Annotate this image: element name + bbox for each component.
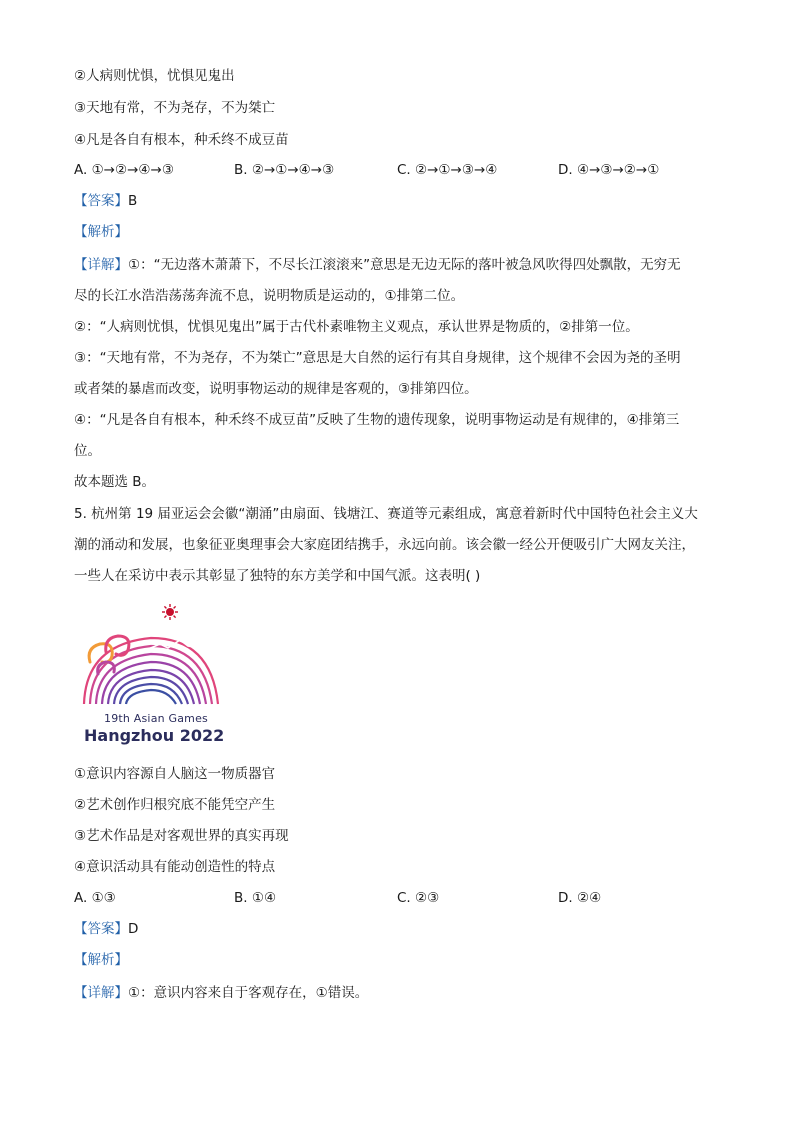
q5-options xyxy=(74,888,734,908)
answer-tag: 【答案】 xyxy=(74,921,128,937)
swirl-motif xyxy=(89,636,129,674)
q5-option-a: A. ①③ xyxy=(74,890,116,906)
q4-statement-2: ②人病则忧惧，忧惧见鬼出 xyxy=(74,68,235,84)
q4-detail-line-6: ④：“凡是各自有根本，种禾终不成豆苗”反映了生物的遗传现象，说明事物运动是有规律的，④排第三 xyxy=(74,412,680,428)
q4-detail-line-7: 位。 xyxy=(74,443,101,459)
q4-detail-line-4: ③：“天地有常，不为尧存，不为桀亡”意思是大自然的运行有其自身规律，这个规律不会因为尧的圣明 xyxy=(74,350,681,366)
q4-detail-line-1 xyxy=(74,255,681,275)
q5-statement-3: ③艺术作品是对客观世界的真实再现 xyxy=(74,828,289,844)
q4-statement-4: ④凡是各自有根本，种禾终不成豆苗 xyxy=(74,132,289,148)
q5-statement-1: ①意识内容源自人脑这一物质器官 xyxy=(74,766,276,782)
asian-games-emblem xyxy=(76,604,226,746)
q4-detail-line-5: 或者桀的暴虐而改变，说明事物运动的规律是客观的，③排第四位。 xyxy=(74,381,478,397)
q5-statement-2: ②艺术创作归根究底不能凭空产生 xyxy=(74,797,276,813)
q4-conclusion: 故本题选 B。 xyxy=(74,474,156,490)
emblem-text-line1: 19th Asian Games xyxy=(104,712,208,725)
q5-detail-line-1 xyxy=(74,983,368,1003)
q4-statement-3: ③天地有常，不为尧存，不为桀亡 xyxy=(74,100,276,116)
q5-answer xyxy=(74,919,138,939)
detail-tag: 【详解】 xyxy=(74,985,128,1001)
detail-text: ①：意识内容来自于客观存在，①错误。 xyxy=(128,985,369,1001)
q5-option-b: B. ①④ xyxy=(234,890,277,906)
detail-text: ①：“无边落木萧萧下，不尽长江滚滚来”意思是无边无际的落叶被急风吹得四处飘散，无穷无 xyxy=(128,257,681,273)
q4-option-a: A. ①→②→④→③ xyxy=(74,162,174,178)
q5-option-d: D. ②④ xyxy=(558,890,602,906)
q5-statement-4: ④意识活动具有能动创造性的特点 xyxy=(74,859,276,875)
q4-option-d: D. ④→③→②→① xyxy=(558,162,660,178)
sun-icon xyxy=(162,604,178,620)
detail-tag: 【详解】 xyxy=(74,257,128,273)
q5-stem-line-1: 5. 杭州第 19 届亚运会会徽“潮涌”由扇面、钱塘江、赛道等元素组成，寓意着新时代中国特色社会主义大 xyxy=(74,506,698,522)
emblem-graphic xyxy=(76,604,226,712)
q4-analysis-tag: 【解析】 xyxy=(74,224,128,240)
answer-value: D xyxy=(128,921,139,937)
q5-analysis-tag: 【解析】 xyxy=(74,952,128,968)
answer-tag: 【答案】 xyxy=(74,193,128,209)
q4-option-b: B. ②→①→④→③ xyxy=(234,162,335,178)
emblem-text-line2: Hangzhou 2022 xyxy=(84,726,225,745)
q5-stem-line-3: 一些人在采访中表示其彰显了独特的东方美学和中国气派。这表明( ) xyxy=(74,568,481,584)
q4-answer xyxy=(74,191,137,211)
answer-value: B xyxy=(128,193,138,209)
q5-option-c: C. ②③ xyxy=(397,890,440,906)
q4-detail-line-2: 尽的长江水浩浩荡荡奔流不息，说明物质是运动的，①排第二位。 xyxy=(74,288,465,304)
q4-options xyxy=(74,160,734,180)
q4-detail-line-3: ②：“人病则忧惧，忧惧见鬼出”属于古代朴素唯物主义观点，承认世界是物质的，②排第一位。 xyxy=(74,319,639,335)
q4-option-c: C. ②→①→③→④ xyxy=(397,162,498,178)
q5-stem-line-2: 潮的涌动和发展，也象征亚奥理事会大家庭团结携手，永远向前。该会徽一经公开便吸引广大网友关注， xyxy=(74,537,695,553)
